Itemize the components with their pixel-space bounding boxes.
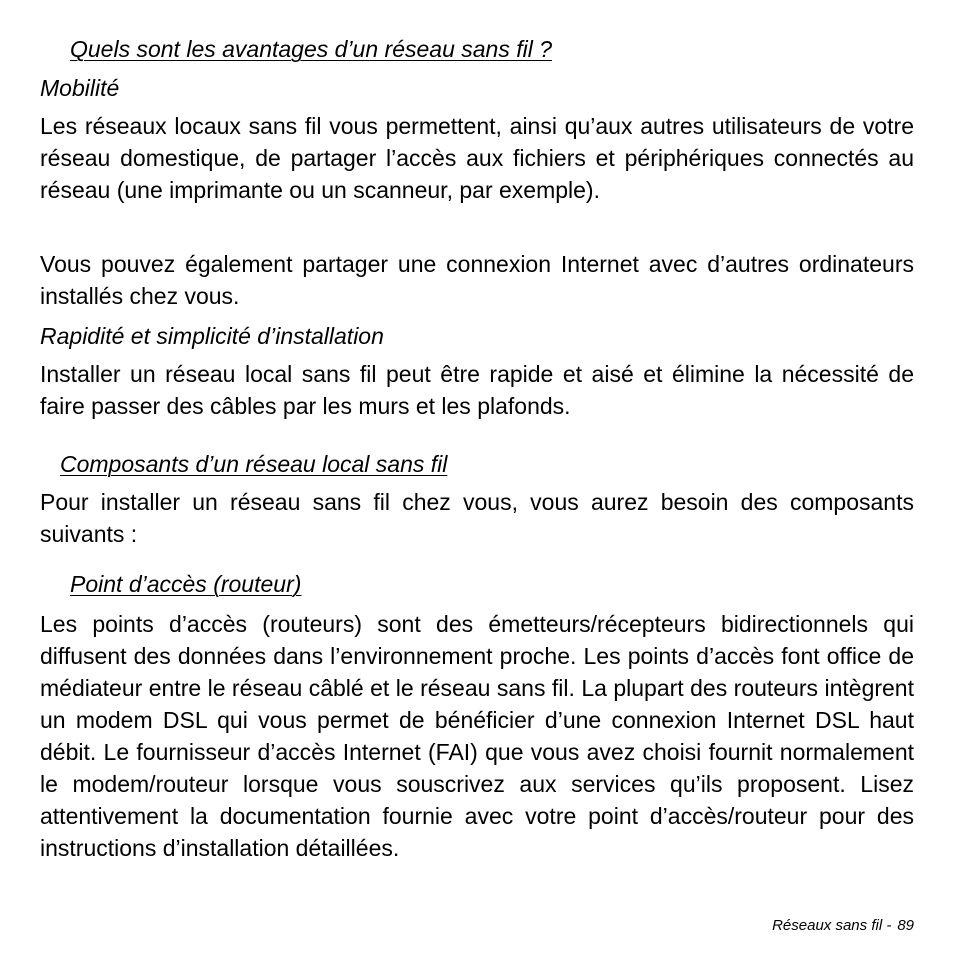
footer-page-number: 89 (897, 917, 914, 934)
footer-section-title: Réseaux sans fil - (772, 917, 892, 934)
heading-wireless-components: Composants d’un réseau local sans fil (60, 451, 448, 477)
heading-access-point: Point d’accès (routeur) (70, 571, 302, 597)
paragraph-components-1: Pour installer un réseau sans fil chez vous, vous aurez besoin des composants suivants : (40, 489, 914, 547)
paragraph-mobility-2: Vous pouvez également partager une connexion Internet avec d’autres ordinateurs installés chez vous. (40, 251, 914, 309)
subheading-mobility: Mobilité (40, 75, 120, 101)
heading-wireless-advantages: Quels sont les avantages d’un réseau sans fil ? (70, 36, 553, 62)
page-footer (772, 916, 914, 936)
paragraph-access-point: Les points d’accès (routeurs) sont des émetteurs/récepteurs bidirectionnels qui diffusent des données dans l’environnement proche. Les points d’accès font office de médiateur entre le réseau câblé et le réseau sans fil. La plupart des routeurs intègrent un modem DSL qui vous permet de bénéficier d’une connexion Internet DSL haut débit. Le fournisseur d’accès Internet (FAI) que vous avez choisi fournit normalement le modem/routeur lorsque vous souscrivez aux services qu’ils proposent. Lisez attentivement la documentation fournie avec votre point d’accès/routeur pour des instructions d’installation détaillées. (40, 611, 914, 861)
paragraph-mobility-1: Les réseaux locaux sans fil vous permettent, ainsi qu’aux autres utilisateurs de votre réseau domestique, de partager l’accès aux fichiers et périphériques connectés au réseau (une imprimante ou un scanneur, par exemple). (40, 113, 914, 203)
subheading-speed: Rapidité et simplicité d’installation (40, 323, 384, 349)
paragraph-speed-1: Installer un réseau local sans fil peut être rapide et aisé et élimine la nécessité de faire passer des câbles par les murs et les plafonds. (40, 361, 914, 419)
